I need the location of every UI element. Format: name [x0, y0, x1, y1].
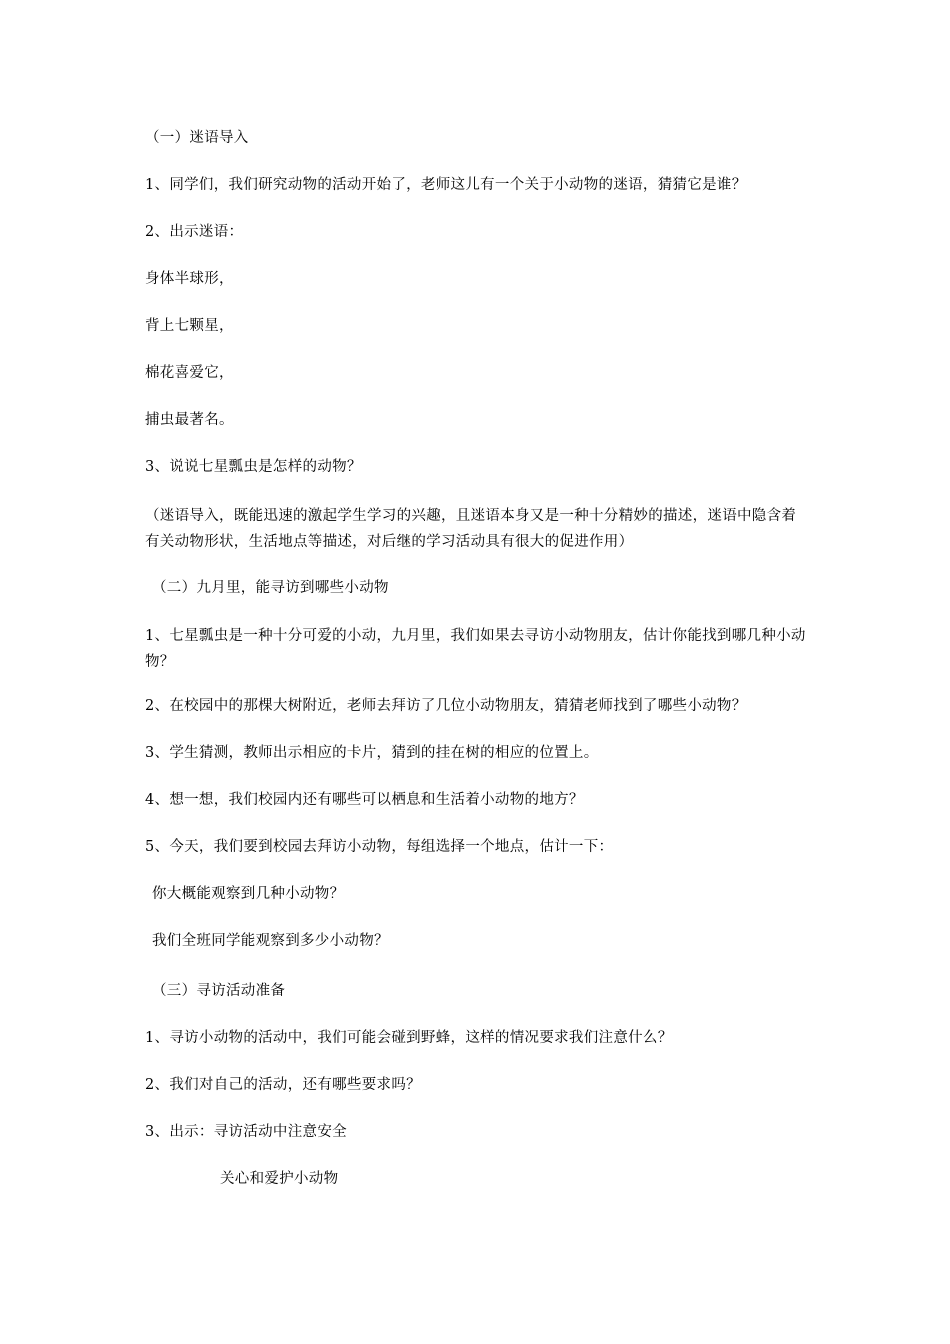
section-heading-3: （三）寻访活动准备 [152, 983, 286, 999]
riddle-line: 身体半球形， [145, 271, 234, 287]
riddle-line: 背上七颗星， [145, 318, 234, 334]
paragraph: 2、在校园中的那棵大树附近，老师去拜访了几位小动物朋友，猜猜老师找到了哪些小动物？ [145, 698, 747, 714]
riddle-line: 棉花喜爱它， [145, 365, 234, 381]
question-line: 我们全班同学能观察到多少小动物？ [152, 933, 389, 949]
paragraph: 2、我们对自己的活动，还有哪些要求吗？ [145, 1077, 421, 1093]
paragraph: 4、想一想，我们校园内还有哪些可以栖息和生活着小动物的地方？ [145, 792, 584, 808]
paragraph: 关心和爱护小动物 [220, 1171, 339, 1187]
paragraph: 1、七星瓢虫是一种十分可爱的小动，九月里，我们如果去寻访小动物朋友，估计你能找到哪几种小动物？ [145, 628, 806, 670]
paragraph: 5、今天，我们要到校园去拜访小动物，每组选择一个地点，估计一下： [145, 839, 614, 855]
paragraph: 3、学生猜测，教师出示相应的卡片，猜到的挂在树的相应的位置上。 [145, 745, 599, 761]
teaching-note: （迷语导入，既能迅速的激起学生学习的兴趣，且迷语本身又是一种十分精妙的描述，迷语中隐含着有关动物形状，生活地点等描述，对后继的学习活动具有很大的促进作用） [145, 508, 797, 550]
section-heading-1: （一）迷语导入 [145, 130, 249, 146]
paragraph: 2、出示迷语： [145, 224, 244, 240]
paragraph: 1、寻访小动物的活动中，我们可能会碰到野蜂，这样的情况要求我们注意什么？ [145, 1030, 673, 1046]
riddle-line: 捕虫最著名。 [145, 412, 234, 428]
section-heading-2: （二）九月里，能寻访到哪些小动物 [152, 580, 389, 596]
paragraph: 1、同学们，我们研究动物的活动开始了，老师这儿有一个关于小动物的迷语，猜猜它是谁？ [145, 177, 747, 193]
paragraph: 3、出示：寻访活动中注意安全 [145, 1124, 347, 1140]
question-line: 你大概能观察到几种小动物？ [152, 886, 345, 902]
paragraph: 3、说说七星瓢虫是怎样的动物？ [145, 459, 362, 475]
